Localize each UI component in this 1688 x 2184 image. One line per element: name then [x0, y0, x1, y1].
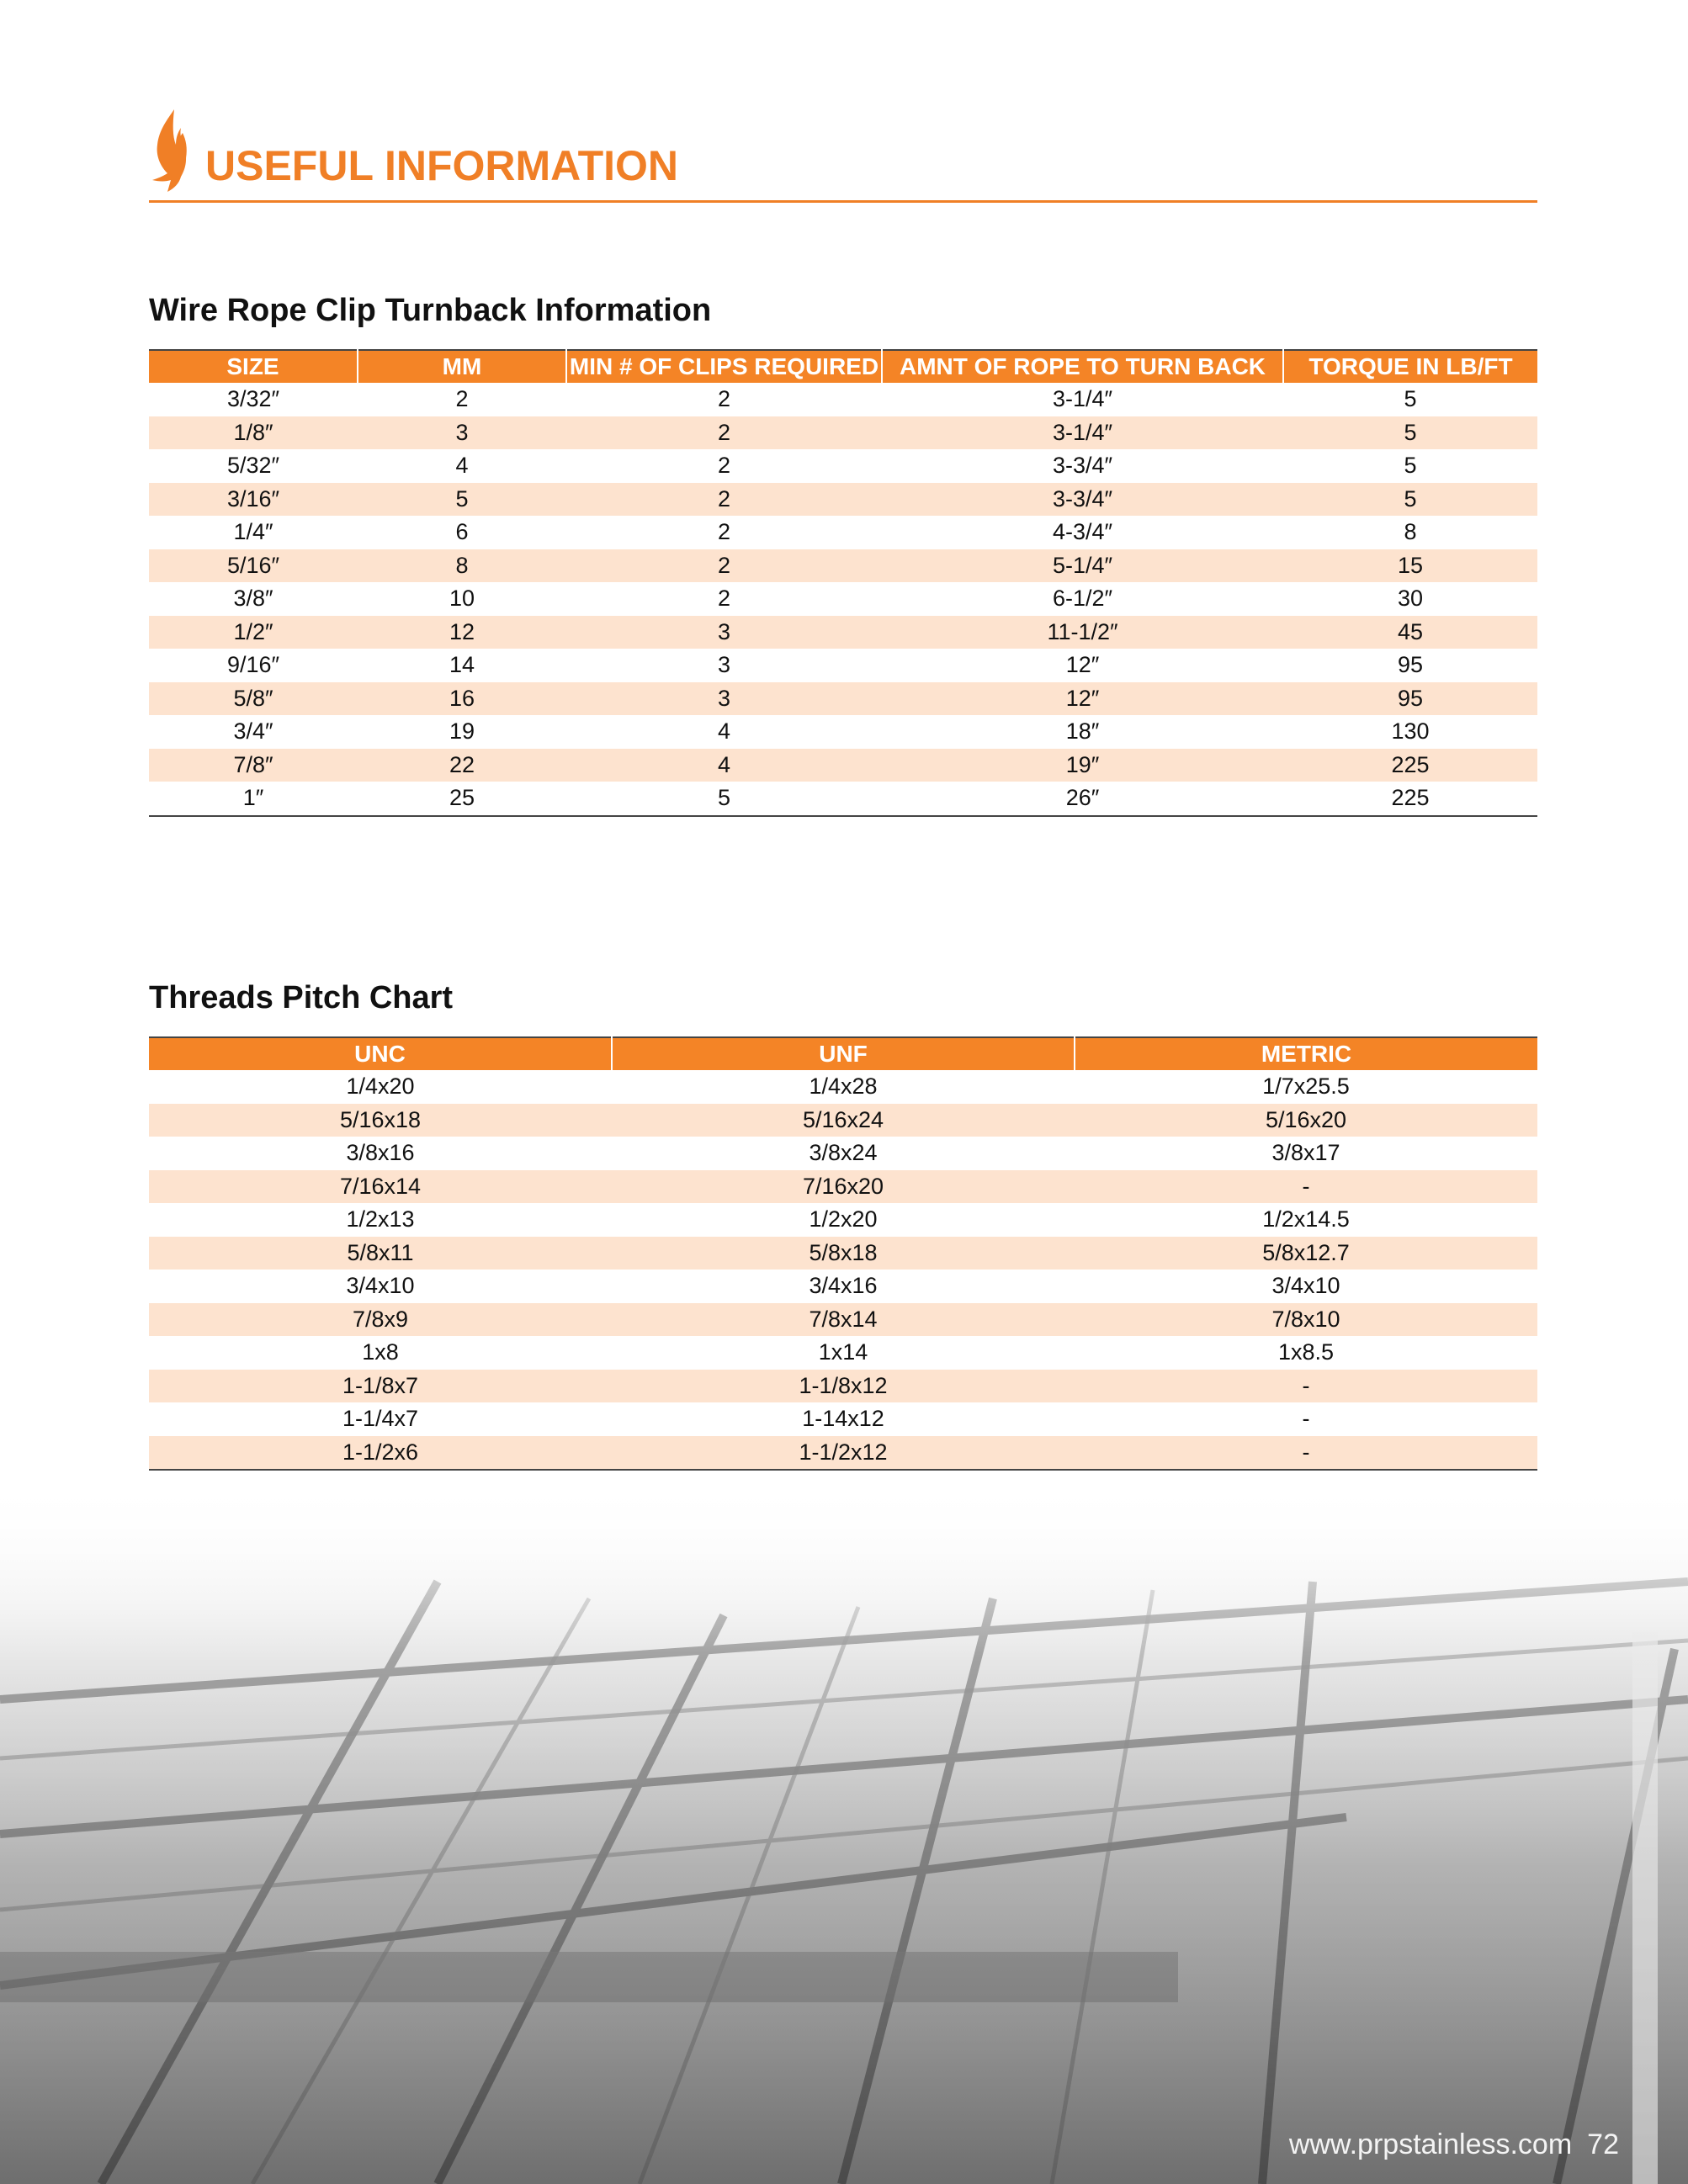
size-cell: 9/16″: [149, 649, 358, 682]
metric-cell: -: [1075, 1402, 1537, 1436]
min-clips-cell: 3: [566, 616, 882, 649]
turn-back-cell: 18″: [882, 715, 1283, 749]
mm-cell: 12: [358, 616, 566, 649]
wire-rope-row: [149, 715, 1537, 749]
wire-rope-table: [149, 349, 1537, 817]
metric-cell: 3/8x17: [1075, 1137, 1537, 1170]
unc-cell: 3/4x10: [149, 1270, 612, 1303]
min-clips-cell: 3: [566, 682, 882, 716]
unf-cell: 3/4x16: [612, 1270, 1075, 1303]
page-number: 72: [1587, 2128, 1619, 2160]
wire-rope-row: [149, 483, 1537, 517]
threads-row: [149, 1370, 1537, 1403]
metric-cell: 3/4x10: [1075, 1270, 1537, 1303]
unc-cell: 1-1/4x7: [149, 1402, 612, 1436]
mm-cell: 25: [358, 782, 566, 816]
min-clips-cell: 3: [566, 649, 882, 682]
unf-cell: 5/8x18: [612, 1237, 1075, 1270]
size-cell: 5/8″: [149, 682, 358, 716]
turn-back-cell: 19″: [882, 749, 1283, 782]
turn-back-cell: 5-1/4″: [882, 549, 1283, 583]
torque-cell: 95: [1283, 649, 1537, 682]
torque-cell: 5: [1283, 449, 1537, 483]
size-cell: 5/32″: [149, 449, 358, 483]
website-link[interactable]: www.prpstainless.com: [1288, 2128, 1573, 2160]
threads-row: [149, 1336, 1537, 1370]
wire-rope-row: [149, 516, 1537, 549]
wire-rope-row: [149, 649, 1537, 682]
eagle-logo-icon: [149, 108, 189, 199]
turn-back-cell: 3-3/4″: [882, 483, 1283, 517]
unc-cell: 5/8x11: [149, 1237, 612, 1270]
mm-cell: 14: [358, 649, 566, 682]
unf-cell: 1x14: [612, 1336, 1075, 1370]
unc-cell: 1-1/8x7: [149, 1370, 612, 1403]
threads-row: [149, 1237, 1537, 1270]
threads-header-row: [149, 1037, 1537, 1070]
size-cell: 3/32″: [149, 383, 358, 416]
turn-back-cell: 26″: [882, 782, 1283, 816]
min-clips-cell: 4: [566, 749, 882, 782]
col-size: SIZE: [149, 350, 358, 383]
unc-cell: 5/16x18: [149, 1104, 612, 1137]
torque-cell: 5: [1283, 483, 1537, 517]
metric-cell: 5/8x12.7: [1075, 1237, 1537, 1270]
col-min-clips: MIN # OF CLIPS REQUIRED: [566, 350, 882, 383]
torque-cell: 225: [1283, 782, 1537, 816]
mm-cell: 6: [358, 516, 566, 549]
unc-cell: 7/8x9: [149, 1303, 612, 1337]
unc-cell: 3/8x16: [149, 1137, 612, 1170]
min-clips-cell: 2: [566, 383, 882, 416]
page-header: [149, 104, 1537, 203]
threads-row: [149, 1203, 1537, 1237]
min-clips-cell: 2: [566, 549, 882, 583]
torque-cell: 15: [1283, 549, 1537, 583]
col-unf: UNF: [612, 1037, 1075, 1070]
threads-row: [149, 1104, 1537, 1137]
unc-cell: 1/4x20: [149, 1070, 612, 1104]
page-title: USEFUL INFORMATION: [205, 142, 679, 189]
mm-cell: 22: [358, 749, 566, 782]
wire-rope-row: [149, 749, 1537, 782]
threads-row: [149, 1436, 1537, 1471]
min-clips-cell: 2: [566, 516, 882, 549]
metric-cell: -: [1075, 1370, 1537, 1403]
unf-cell: 1/2x20: [612, 1203, 1075, 1237]
unc-cell: 1-1/2x6: [149, 1436, 612, 1471]
torque-cell: 8: [1283, 516, 1537, 549]
threads-pitch-table: [149, 1036, 1537, 1471]
unf-cell: 7/16x20: [612, 1170, 1075, 1204]
mm-cell: 8: [358, 549, 566, 583]
unf-cell: 5/16x24: [612, 1104, 1075, 1137]
unf-cell: 1-14x12: [612, 1402, 1075, 1436]
metric-cell: 7/8x10: [1075, 1303, 1537, 1337]
wire-rope-title: Wire Rope Clip Turnback Information: [149, 293, 712, 328]
unf-cell: 3/8x24: [612, 1137, 1075, 1170]
metric-cell: 5/16x20: [1075, 1104, 1537, 1137]
mm-cell: 10: [358, 582, 566, 616]
size-cell: 1/4″: [149, 516, 358, 549]
col-metric: METRIC: [1075, 1037, 1537, 1070]
wire-rope-row: [149, 416, 1537, 450]
threads-row: [149, 1270, 1537, 1303]
wire-rope-row: [149, 616, 1537, 649]
torque-cell: 95: [1283, 682, 1537, 716]
threads-row: [149, 1303, 1537, 1337]
greenhouse-structure-image: [0, 1481, 1688, 2184]
col-turn-back: AMNT OF ROPE TO TURN BACK: [882, 350, 1283, 383]
min-clips-cell: 2: [566, 416, 882, 450]
wire-rope-row: [149, 549, 1537, 583]
turn-back-cell: 12″: [882, 682, 1283, 716]
min-clips-cell: 2: [566, 582, 882, 616]
mm-cell: 5: [358, 483, 566, 517]
wire-rope-row: [149, 449, 1537, 483]
torque-cell: 225: [1283, 749, 1537, 782]
unc-cell: 7/16x14: [149, 1170, 612, 1204]
metric-cell: 1/7x25.5: [1075, 1070, 1537, 1104]
col-torque: TORQUE IN LB/FT: [1283, 350, 1537, 383]
unc-cell: 1/2x13: [149, 1203, 612, 1237]
size-cell: 1/2″: [149, 616, 358, 649]
mm-cell: 19: [358, 715, 566, 749]
wire-rope-row: [149, 383, 1537, 416]
threads-row: [149, 1170, 1537, 1204]
wire-rope-row: [149, 682, 1537, 716]
wire-rope-row: [149, 582, 1537, 616]
unf-cell: 7/8x14: [612, 1303, 1075, 1337]
turn-back-cell: 3-3/4″: [882, 449, 1283, 483]
metric-cell: 1x8.5: [1075, 1336, 1537, 1370]
unf-cell: 1/4x28: [612, 1070, 1075, 1104]
threads-row: [149, 1402, 1537, 1436]
size-cell: 3/4″: [149, 715, 358, 749]
turn-back-cell: 12″: [882, 649, 1283, 682]
size-cell: 7/8″: [149, 749, 358, 782]
mm-cell: 4: [358, 449, 566, 483]
turn-back-cell: 3-1/4″: [882, 383, 1283, 416]
unf-cell: 1-1/8x12: [612, 1370, 1075, 1403]
torque-cell: 5: [1283, 416, 1537, 450]
turn-back-cell: 4-3/4″: [882, 516, 1283, 549]
metric-cell: 1/2x14.5: [1075, 1203, 1537, 1237]
background-photo: [0, 1481, 1688, 2184]
page-footer: [1289, 2128, 1619, 2161]
mm-cell: 2: [358, 383, 566, 416]
torque-cell: 45: [1283, 616, 1537, 649]
min-clips-cell: 5: [566, 782, 882, 816]
size-cell: 1″: [149, 782, 358, 816]
col-mm: MM: [358, 350, 566, 383]
mm-cell: 3: [358, 416, 566, 450]
min-clips-cell: 2: [566, 449, 882, 483]
metric-cell: -: [1075, 1436, 1537, 1471]
mm-cell: 16: [358, 682, 566, 716]
turn-back-cell: 11-1/2″: [882, 616, 1283, 649]
size-cell: 3/8″: [149, 582, 358, 616]
threads-title: Threads Pitch Chart: [149, 980, 454, 1015]
wire-rope-row: [149, 782, 1537, 816]
torque-cell: 30: [1283, 582, 1537, 616]
col-unc: UNC: [149, 1037, 612, 1070]
threads-row: [149, 1137, 1537, 1170]
unc-cell: 1x8: [149, 1336, 612, 1370]
size-cell: 1/8″: [149, 416, 358, 450]
min-clips-cell: 4: [566, 715, 882, 749]
torque-cell: 5: [1283, 383, 1537, 416]
size-cell: 5/16″: [149, 549, 358, 583]
threads-row: [149, 1070, 1537, 1104]
size-cell: 3/16″: [149, 483, 358, 517]
unf-cell: 1-1/2x12: [612, 1436, 1075, 1471]
wire-rope-header-row: [149, 350, 1537, 383]
torque-cell: 130: [1283, 715, 1537, 749]
turn-back-cell: 3-1/4″: [882, 416, 1283, 450]
min-clips-cell: 2: [566, 483, 882, 517]
turn-back-cell: 6-1/2″: [882, 582, 1283, 616]
metric-cell: -: [1075, 1170, 1537, 1204]
